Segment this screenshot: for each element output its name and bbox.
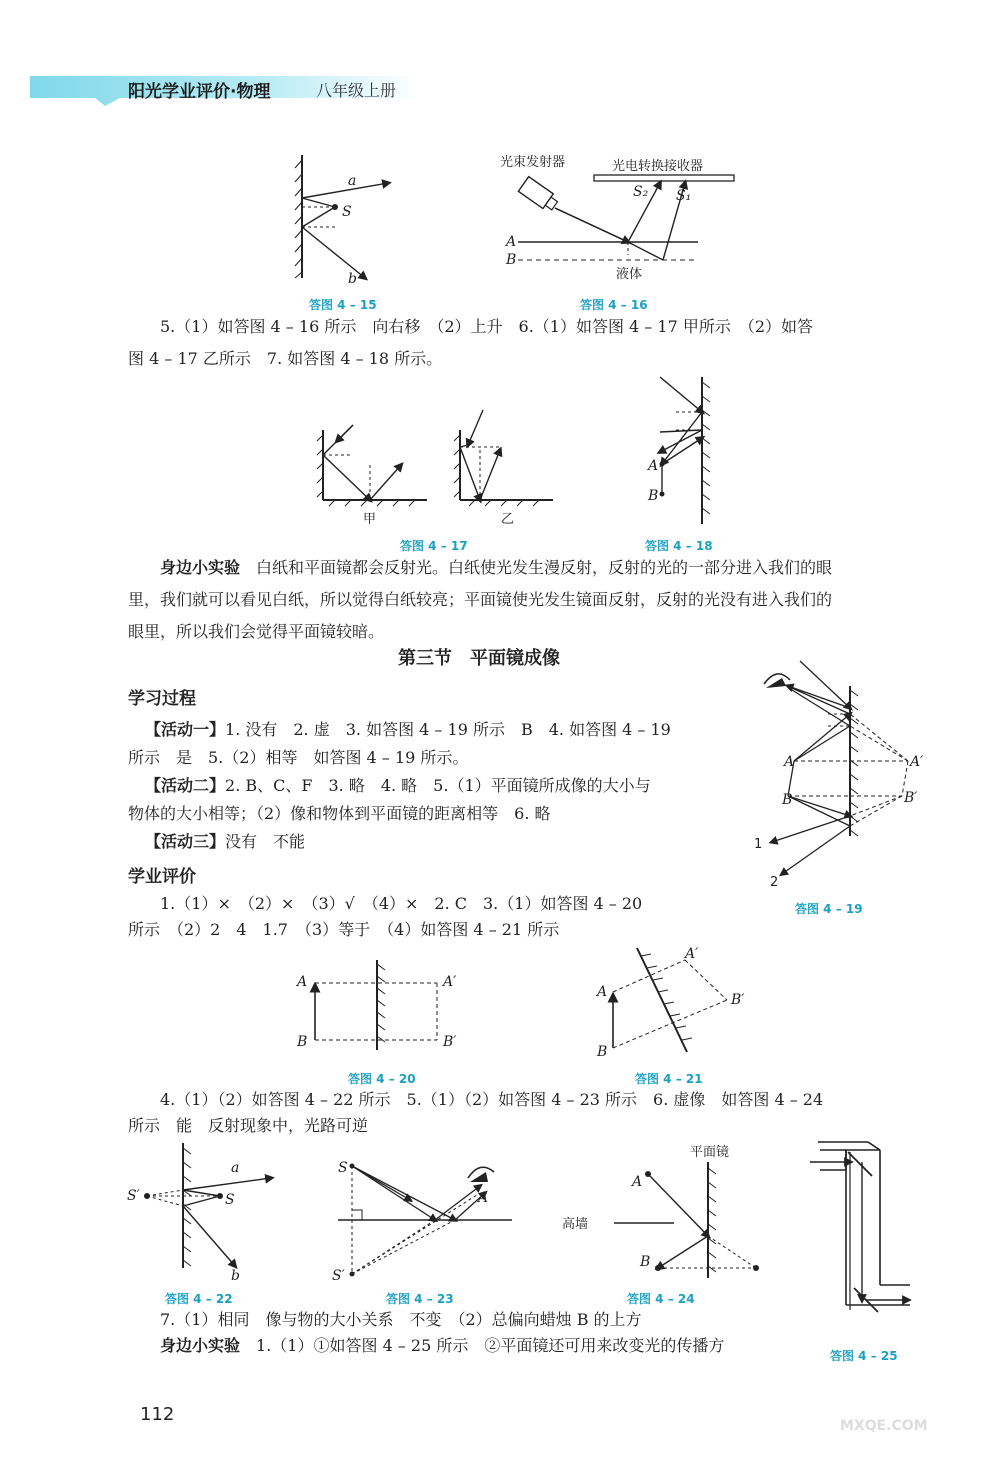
experiment-line3: 眼里，所以我们会觉得平面镜较暗。: [128, 622, 385, 641]
answer-q4-line1: 4.（1）（2）如答图 4 – 22 所示 5.（1）（2）如答图 4 – 23 所示 6. 虚像 如答图 4 – 24: [160, 1090, 824, 1109]
activity3-label: 【活动三】: [145, 832, 226, 851]
figure-4-19: [752, 656, 927, 896]
label-S: S: [225, 1192, 235, 1208]
figure-4-15: [290, 150, 400, 290]
label-A-prime: A′: [443, 974, 457, 990]
activity1-label: 【活动一】: [145, 720, 226, 739]
activity1-text1: 1. 没有 2. 虚 3. 如答图 4 – 19 所示 B 4. 如答图 4 – 19: [225, 720, 671, 739]
label-B: B: [297, 1034, 308, 1050]
label-B-prime: B′: [731, 992, 745, 1008]
label-A: A: [632, 1174, 643, 1190]
figure-4-18: [640, 372, 720, 532]
header-grade: 八年级上册: [316, 81, 397, 100]
activity2-text1: 2. B、C、F 3. 略 4. 略 5.（1）平面镜所成像的大小与: [225, 776, 651, 795]
label-A-prime: A′: [910, 754, 924, 770]
label-S-prime: S′: [332, 1268, 345, 1284]
answer-q5-line2: 图 4 – 17 乙所示 7. 如答图 4 – 18 所示。: [128, 349, 443, 368]
header-title: 阳光学业评价·物理: [128, 82, 271, 102]
label-b: b: [231, 1268, 240, 1284]
label-B: B: [640, 1254, 651, 1270]
label-S2: S₂: [633, 184, 649, 200]
label-a: a: [348, 173, 357, 189]
label-emitter: 光束发射器: [500, 155, 566, 170]
label-A: A: [784, 754, 795, 770]
label-A: A: [597, 984, 608, 1000]
label-A: A: [297, 974, 308, 990]
caption-4-21: 答图 4 – 21: [635, 1072, 703, 1086]
caption-4-20: 答图 4 – 20: [348, 1072, 416, 1086]
figure-4-20: [295, 958, 470, 1058]
caption-4-16: 答图 4 – 16: [580, 298, 648, 312]
label-A: A: [648, 458, 659, 474]
activity1-line2: 所示 是 5.（2）相等 如答图 4 – 19 所示。: [128, 748, 469, 767]
label-ray-1: 1: [754, 837, 763, 852]
activity3-text1: 没有 不能: [225, 832, 306, 851]
label-S1: S₁: [676, 188, 692, 204]
caption-4-24: 答图 4 – 24: [627, 1292, 695, 1306]
answer-q4-line2: 所示 能 反射现象中，光路可逆: [128, 1116, 369, 1135]
label-jia: 甲: [363, 512, 377, 527]
caption-4-22: 答图 4 – 22: [165, 1292, 233, 1306]
experiment-label: 身边小实验: [160, 558, 241, 577]
figure-4-25: [810, 1140, 920, 1340]
figure-4-22: [125, 1138, 285, 1283]
figure-4-24: [560, 1140, 770, 1285]
label-B: B: [648, 488, 659, 504]
figure-4-21: [595, 940, 755, 1065]
label-B: B: [506, 252, 517, 268]
figure-4-23: [330, 1148, 520, 1288]
caption-4-18: 答图 4 – 18: [645, 539, 713, 553]
label-A: A: [478, 1190, 489, 1206]
evaluation-line2: 所示 （2）2 4 1.7 （3）等于 （4）如答图 4 – 21 所示: [128, 920, 560, 939]
label-B: B: [782, 792, 793, 808]
label-A: A: [506, 234, 517, 250]
experiment2-label: 身边小实验: [160, 1336, 241, 1355]
label-mirror: 平面镜: [690, 1145, 730, 1160]
label-a: a: [231, 1160, 240, 1176]
page-number: 112: [140, 1404, 175, 1425]
answer-q7-line1: 7.（1）相同 像与物的大小关系 不变 （2）总偏向蜡烛 B 的上方: [160, 1310, 642, 1329]
caption-4-23: 答图 4 – 23: [386, 1292, 454, 1306]
experiment-line1: [160, 552, 832, 584]
experiment-line2: 里，我们就可以看见白纸，所以觉得白纸较亮；平面镜使光发生镜面反射，反射的光没有进入我们的: [128, 590, 833, 609]
experiment2-text1: 1.（1）①如答图 4 – 25 所示 ②平面镜还可用来改变光的传播方: [256, 1336, 725, 1355]
label-B-prime: B′: [904, 790, 918, 806]
label-liquid: 液体: [616, 267, 643, 282]
label-wall: 高墙: [562, 1217, 589, 1232]
caption-4-15: 答图 4 – 15: [309, 298, 377, 312]
experiment2-line1: [160, 1330, 724, 1362]
activity2-label: 【活动二】: [145, 776, 226, 795]
experiment-text1: 白纸和平面镜都会反射光。白纸使光发生漫反射，反射的光的一部分进入我们的眼: [256, 558, 833, 577]
figure-4-17: [315, 405, 555, 530]
label-B: B: [597, 1044, 608, 1060]
label-ray-2: 2: [770, 875, 779, 890]
activity2-line2: 物体的大小相等；（2）像和物体到平面镜的距离相等 6. 略: [128, 804, 551, 823]
watermark: MXQE.COM: [840, 1418, 928, 1434]
section-title: 第三节 平面镜成像: [398, 648, 560, 669]
learning-process-title: 学习过程: [128, 689, 196, 709]
caption-4-19: 答图 4 – 19: [795, 902, 863, 916]
label-b: b: [348, 271, 357, 287]
caption-4-17: 答图 4 – 17: [400, 539, 468, 553]
label-S: S: [342, 204, 352, 220]
activity3-line1: [145, 826, 305, 858]
label-S: S: [338, 1160, 348, 1176]
evaluation-line1: 1.（1）× （2）× （3）√ （4）× 2. C 3.（1）如答图 4 – 20: [160, 894, 643, 913]
label-yi: 乙: [501, 512, 515, 527]
label-B-prime: B′: [443, 1034, 457, 1050]
answer-q5-line1: 5.（1）如答图 4 – 16 所示 向右移 （2）上升 6.（1）如答图 4 – 17 甲所示 （2）如答: [160, 317, 814, 336]
figure-4-16: [500, 150, 750, 290]
label-receiver: 光电转换接收器: [612, 159, 704, 174]
evaluation-title: 学业评价: [128, 867, 196, 887]
caption-4-25: 答图 4 – 25: [830, 1349, 898, 1363]
label-S-prime: S′: [127, 1188, 140, 1204]
label-A-prime: A′: [685, 946, 699, 962]
